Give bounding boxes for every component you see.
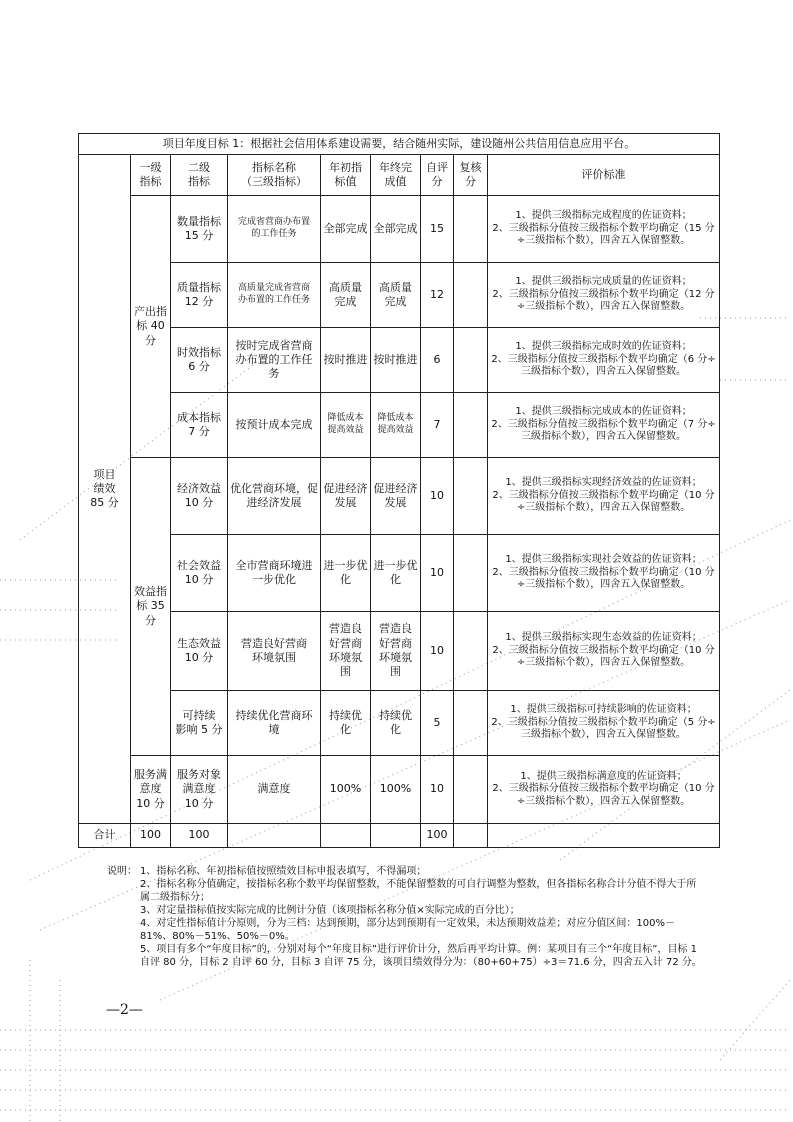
note-item: 5、项目有多个“年度目标”的，分别对每个“年度目标”进行评价计分，然后再平均计算。例：某项目有三个“年度目标”，目标 1 自评 80 分，目标 2 自评 60 分，目标 3 自评 75 分，该项目绩效得分为：（80+60+75）÷3＝71.6 分，四舍五入计 72 分。 — [140, 944, 702, 968]
table-row-criteria: 1、提供三级指标完成时效的佐证资料； 2、三级指标分值按三级指标个数平均确定（6 分÷三级指标个数），四舍五入保留整数。 — [488, 328, 720, 393]
table-row-final: 促进经济 发展 — [371, 458, 421, 535]
header-final-value: 年终完 成值 — [371, 155, 421, 196]
table-row-initial: 持续优 化 — [321, 691, 371, 756]
header-level1: 一级 指标 — [131, 155, 171, 196]
table-row-criteria: 1、提供三级指标完成程度的佐证资料； 2、三级指标分值按三级指标个数平均确定（15 分÷三级指标个数），四舍五入保留整数。 — [488, 196, 720, 263]
table-row-criteria: 1、提供三级指标实现经济效益的佐证资料； 2、三级指标分值按三级指标个数平均确定（10 分÷三级指标个数），四舍五入保留整数。 — [488, 458, 720, 535]
table-row-initial: 高质量 完成 — [321, 263, 371, 328]
table-row-final: 全部完成 — [371, 196, 421, 263]
table-row-level2: 质量指标 12 分 — [171, 263, 228, 328]
table-row-self-score: 10 — [421, 535, 454, 612]
table-row-initial: 进一步优 化 — [321, 535, 371, 612]
table-row-level2: 成本指标 7 分 — [171, 393, 228, 458]
table-row-name: 完成省营商办布置 的工作任务 — [228, 196, 321, 263]
table-row-review-score — [454, 263, 488, 328]
table-row-name: 全市营商环境进 一步优化 — [228, 535, 321, 612]
group-output: 产出指 标 40 分 — [131, 196, 171, 458]
table-row-review-score — [454, 196, 488, 263]
header-self-score: 自评 分 — [421, 155, 454, 196]
header-indicator-name: 指标名称 （三级指标） — [228, 155, 321, 196]
total-empty — [321, 824, 371, 848]
table-row-self-score: 7 — [421, 393, 454, 458]
total-level2: 100 — [171, 824, 228, 848]
table-row-final: 高质量 完成 — [371, 263, 421, 328]
table-row-initial: 降低成本 提高效益 — [321, 393, 371, 458]
table-row-level2: 生态效益 10 分 — [171, 612, 228, 691]
total-self-score: 100 — [421, 824, 454, 848]
notes-label: 说明： — [107, 866, 137, 877]
table-row-review-score — [454, 691, 488, 756]
table-row-initial: 全部完成 — [321, 196, 371, 263]
table-row-level2: 社会效益 10 分 — [171, 535, 228, 612]
table-row-self-score: 12 — [421, 263, 454, 328]
table-row-name: 按时完成省营商 办布置的工作任 务 — [228, 328, 321, 393]
table-row-criteria: 1、提供三级指标完成成本的佐证资料； 2、三级指标分值按三级指标个数平均确定（7 分÷三级指标个数），四舍五入保留整数。 — [488, 393, 720, 458]
table-row-criteria: 1、提供三级指标实现生态效益的佐证资料； 2、三级指标分值按三级指标个数平均确定（10 分÷三级指标个数），四舍五入保留整数。 — [488, 612, 720, 691]
table-row-self-score: 15 — [421, 196, 454, 263]
table-row-name: 满意度 — [228, 756, 321, 824]
group-service: 服务满 意度 10 分 — [131, 756, 171, 824]
total-empty — [228, 824, 321, 848]
table-row-final: 100% — [371, 756, 421, 824]
table-row-review-score — [454, 458, 488, 535]
table-row-name: 高质量完成省营商 办布置的工作任务 — [228, 263, 321, 328]
table-row-name: 按预计成本完成 — [228, 393, 321, 458]
table-row-self-score: 6 — [421, 328, 454, 393]
table-row-criteria: 1、提供三级指标满意度的佐证资料； 2、三级指标分值按三级指标个数平均确定（10 分÷三级指标个数），四舍五入保留整数。 — [488, 756, 720, 824]
table-row-initial: 100% — [321, 756, 371, 824]
table-row-review-score — [454, 756, 488, 824]
table-row-final: 按时推进 — [371, 328, 421, 393]
note-item: 3、对定量指标值按实际完成的比例计分值（该项指标名称分值×实际完成的百分比）； — [140, 905, 520, 916]
table-row-level2: 服务对象 满意度 10 分 — [171, 756, 228, 824]
table-row-level2: 经济效益 10 分 — [171, 458, 228, 535]
table-row-review-score — [454, 328, 488, 393]
table-row-final: 进一步优 化 — [371, 535, 421, 612]
total-empty — [454, 824, 488, 848]
table-row-level2: 数量指标 15 分 — [171, 196, 228, 263]
header-level2: 二级 指标 — [171, 155, 228, 196]
first-level-category: 项目 绩效 85 分 — [79, 155, 131, 824]
table-row-review-score — [454, 393, 488, 458]
table-row-initial: 按时推进 — [321, 328, 371, 393]
header-initial-value: 年初指 标值 — [321, 155, 371, 196]
table-row-initial: 营造良 好营商 环境氛 围 — [321, 612, 371, 691]
table-row-final: 降低成本 提高效益 — [371, 393, 421, 458]
table-row-self-score: 10 — [421, 458, 454, 535]
total-empty — [371, 824, 421, 848]
total-level1: 100 — [131, 824, 171, 848]
header-review-score: 复核 分 — [454, 155, 488, 196]
notes-section — [107, 865, 702, 969]
total-label: 合计 — [79, 824, 131, 848]
annual-goal-row: 项目年度目标 1：根据社会信用体系建设需要，结合随州实际，建设随州公共信用信息应用平台。 — [79, 134, 720, 155]
table-row-criteria: 1、提供三级指标完成质量的佐证资料； 2、三级指标分值按三级指标个数平均确定（12 分÷三级指标个数），四舍五入保留整数。 — [488, 263, 720, 328]
table-row-level2: 时效指标 6 分 — [171, 328, 228, 393]
table-row-initial: 促进经济 发展 — [321, 458, 371, 535]
table-row-criteria: 1、提供三级指标可持续影响的佐证资料； 2、三级指标分值按三级指标个数平均确定（5 分÷三级指标个数），四舍五入保留整数。 — [488, 691, 720, 756]
note-item: 4、对定性指标值计分原则，分为三档：达到预期，部分达到预期有一定效果，未达预期效益差；对应分值区间：100%－81%、80%－51%、50%－0%。 — [140, 918, 675, 942]
table-row-review-score — [454, 535, 488, 612]
note-item: 1、指标名称、年初指标值按照绩效目标申报表填写，不得漏项； — [140, 866, 427, 877]
table-row-name: 营造良好营商 环境氛围 — [228, 612, 321, 691]
note-item: 2、指标名称分值确定，按指标名称个数平均保留整数，不能保留整数的可自行调整为整数，但各指标名称合计分值不得大于所属二级指标分； — [140, 879, 697, 903]
total-empty — [488, 824, 720, 848]
performance-evaluation-table — [78, 133, 720, 848]
table-row-self-score: 5 — [421, 691, 454, 756]
table-row-criteria: 1、提供三级指标实现社会效益的佐证资料； 2、三级指标分值按三级指标个数平均确定（10 分÷三级指标个数），四舍五入保留整数。 — [488, 535, 720, 612]
table-row-final: 营造良 好营商 环境氛 围 — [371, 612, 421, 691]
header-criteria: 评价标准 — [488, 155, 720, 196]
table-row-review-score — [454, 612, 488, 691]
table-row-level2: 可持续 影响 5 分 — [171, 691, 228, 756]
page-number: —2— — [106, 1002, 143, 1018]
group-benefit: 效益指 标 35 分 — [131, 458, 171, 756]
table-row-self-score: 10 — [421, 756, 454, 824]
table-row-final: 持续优 化 — [371, 691, 421, 756]
table-row-name: 优化营商环境，促 进经济发展 — [228, 458, 321, 535]
table-row-name: 持续优化营商环 境 — [228, 691, 321, 756]
table-row-self-score: 10 — [421, 612, 454, 691]
